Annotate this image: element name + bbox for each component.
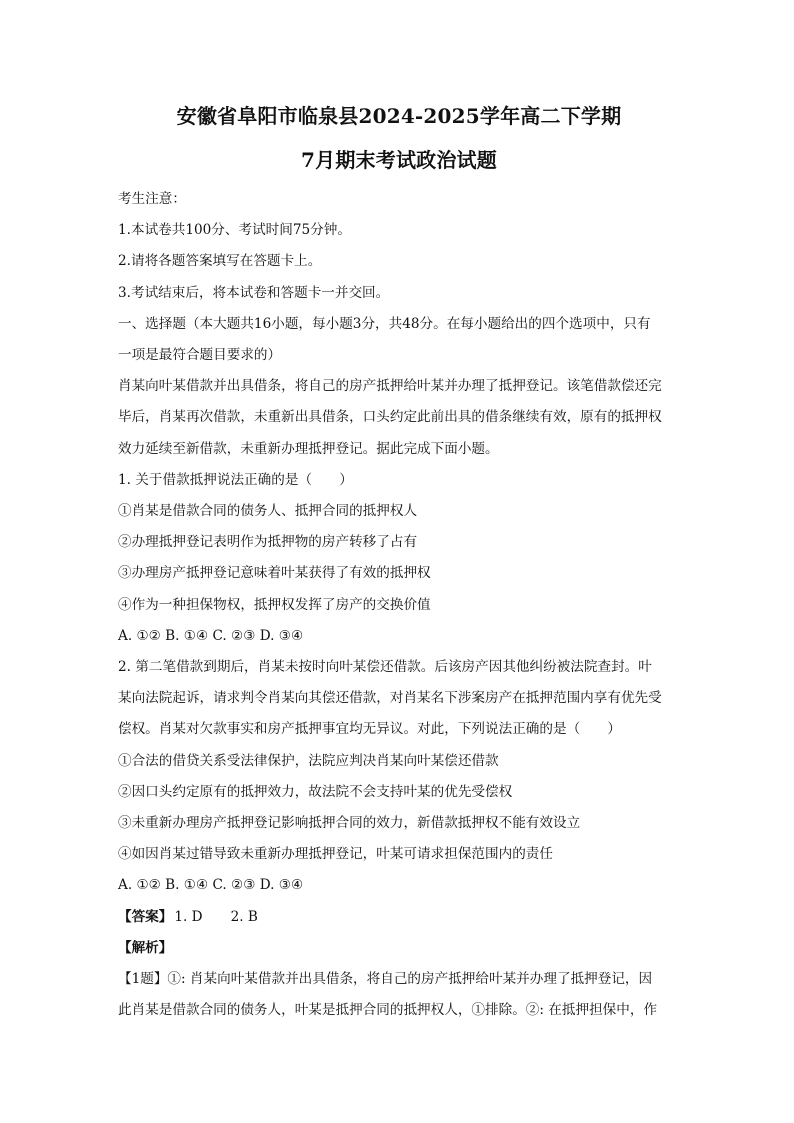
question-2-choices: A. ①② B. ①④ C. ②③ D. ③④ — [118, 877, 304, 894]
notice-heading: 考生注意： — [118, 191, 186, 207]
answer-line — [118, 902, 680, 933]
analysis-line-1: 【1题】①: 肖某向叶某借款并出具借条，将自己的房产抵押给叶某并办理了抵押登记，因 — [118, 971, 653, 988]
title-line-1: 安徽省阜阳市临泉县2024-2025学年高二下学期 — [176, 104, 622, 128]
notice-item-3: 3.考试结束后，将本试卷和答题卡一并交回。 — [118, 284, 390, 301]
question-2-option-2: ②因口头约定原有的抵押效力，故法院不会支持叶某的优先受偿权 — [118, 783, 513, 800]
question-1-choices: A. ①② B. ①④ C. ②③ D. ③④ — [118, 627, 304, 644]
analysis-line-2: 此肖某是借款合同的债务人，叶某是抵押合同的抵押权人，①排除。②: 在抵押担保中，作 — [118, 1002, 658, 1019]
material-line-1: 肖某向叶某借款并出具借条，将自己的房产抵押给叶某并办理了抵押登记。该笔借款偿还完 — [118, 378, 662, 395]
title-line-2: 7月期末考试政治试题 — [301, 148, 497, 172]
question-2-stem-line-3: 偿权。肖某对欠款事实和房产抵押事宜均无异议。对此，下列说法正确的是（ ） — [118, 721, 621, 738]
question-1-option-4: ④作为一种担保物权，抵押权发挥了房产的交换价值 — [118, 596, 431, 613]
question-1-option-3: ③办理房产抵押登记意味着叶某获得了有效的抵押权 — [118, 565, 431, 582]
question-1-option-2: ②办理抵押登记表明作为抵押物的房产转移了占有 — [118, 534, 418, 551]
notice-item-2: 2.请将各题答案填写在答题卡上。 — [118, 253, 322, 270]
question-2-option-1: ①合法的借贷关系受法律保护，法院应判决肖某向叶某偿还借款 — [118, 752, 499, 769]
answer-label: 【答案】 — [118, 908, 173, 925]
question-1-stem: 1. 关于借款抵押说法正确的是（ ） — [118, 471, 353, 488]
question-2-option-3: ③未重新办理房产抵押登记影响抵押合同的效力，新借款抵押权不能有效设立 — [118, 815, 581, 832]
notice-item-1: 1.本试卷共100分、考试时间75分钟。 — [118, 222, 351, 239]
section-heading-line-1: 一、选择题（本大题共16小题，每小题3分，共48分。在每小题给出的四个选项中，只有 — [118, 315, 651, 332]
question-2-stem-line-1: 2. 第二笔借款到期后，肖某未按时向叶某偿还借款。后该房产因其他纠纷被法院查封。叶 — [118, 659, 652, 676]
section-heading-line-2: 一项是最符合题目要求的） — [118, 347, 282, 364]
analysis-heading — [118, 933, 680, 964]
answer-2: 2. B — [230, 908, 258, 925]
question-1-option-1: ①肖某是借款合同的债务人、抵押合同的抵押权人 — [118, 503, 418, 520]
question-2-stem-line-2: 某向法院起诉，请求判令肖某向其偿还借款，对肖某名下涉案房产在抵押范围内享有优先受 — [118, 690, 662, 707]
question-2-option-4: ④如因肖某过错导致未重新办理抵押登记，叶某可请求担保范围内的责任 — [118, 846, 553, 863]
material-line-3: 效力延续至新借款，未重新办理抵押登记。据此完成下面小题。 — [118, 440, 499, 457]
material-line-2: 毕后，肖某再次借款，未重新出具借条，口头约定此前出具的借条继续有效，原有的抵押权 — [118, 409, 662, 426]
answer-1: 1. D — [174, 908, 203, 925]
analysis-label: 【解析】 — [118, 939, 173, 956]
